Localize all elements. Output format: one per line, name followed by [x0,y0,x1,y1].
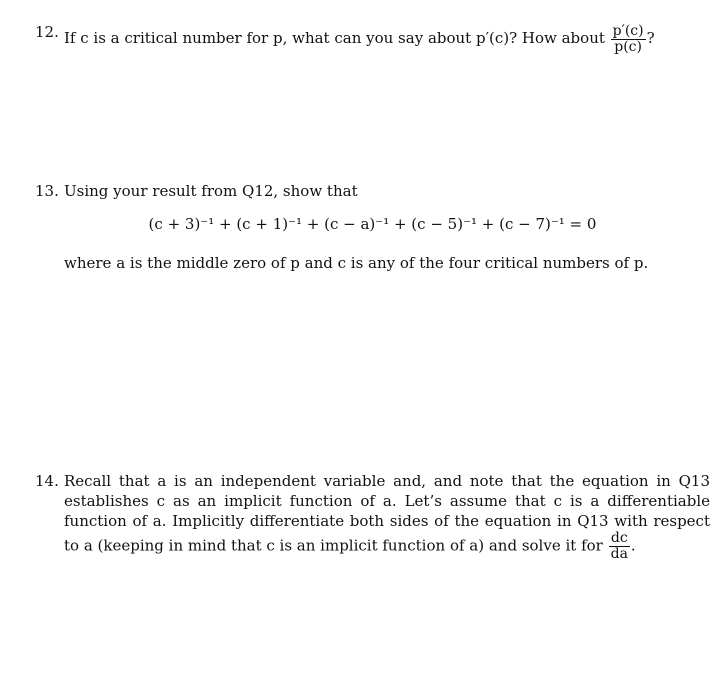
question-14 [35,471,710,562]
question-body [64,471,710,562]
question-13 [35,181,710,201]
fraction [611,24,646,55]
note-text: where a is the middle zero of p and c is any of the four critical numbers of p. [64,254,649,272]
question-number: 13. [35,182,59,200]
fraction [609,531,630,562]
equation: (c + 3)⁻¹ + (c + 1)⁻¹ + (c − a)⁻¹ + (c − 5)⁻¹ + (c − 7)⁻¹ = 0 [148,215,597,233]
question-text: Recall that a is an independent variable and, and note that the equation in Q13 establishes c as an implicit function of a. Let’s assume that c is a differentiable function of a. Implicitly differentiate both sides of the equation in Q13 with respect to a (keeping in mind that c is an implicit function of a) and solve it for [64,472,710,555]
question-text: If c is a critical number for p, what can you say about p′(c)? How about [64,29,605,47]
question-punctuation: ? [646,29,655,47]
fraction-numerator: dc [609,531,630,547]
question-13-note [35,253,710,273]
question-text: Using your result from Q12, show that [64,182,358,200]
question-number: 14. [35,472,59,490]
question-12 [35,22,710,55]
fraction-numerator: p′(c) [612,22,644,39]
question-punctuation: . [630,536,636,555]
question-body [64,22,710,55]
question-number: 12. [35,23,59,41]
fraction-denominator: da [610,546,628,562]
fraction-denominator: p(c) [614,38,642,55]
question-body [64,181,710,201]
